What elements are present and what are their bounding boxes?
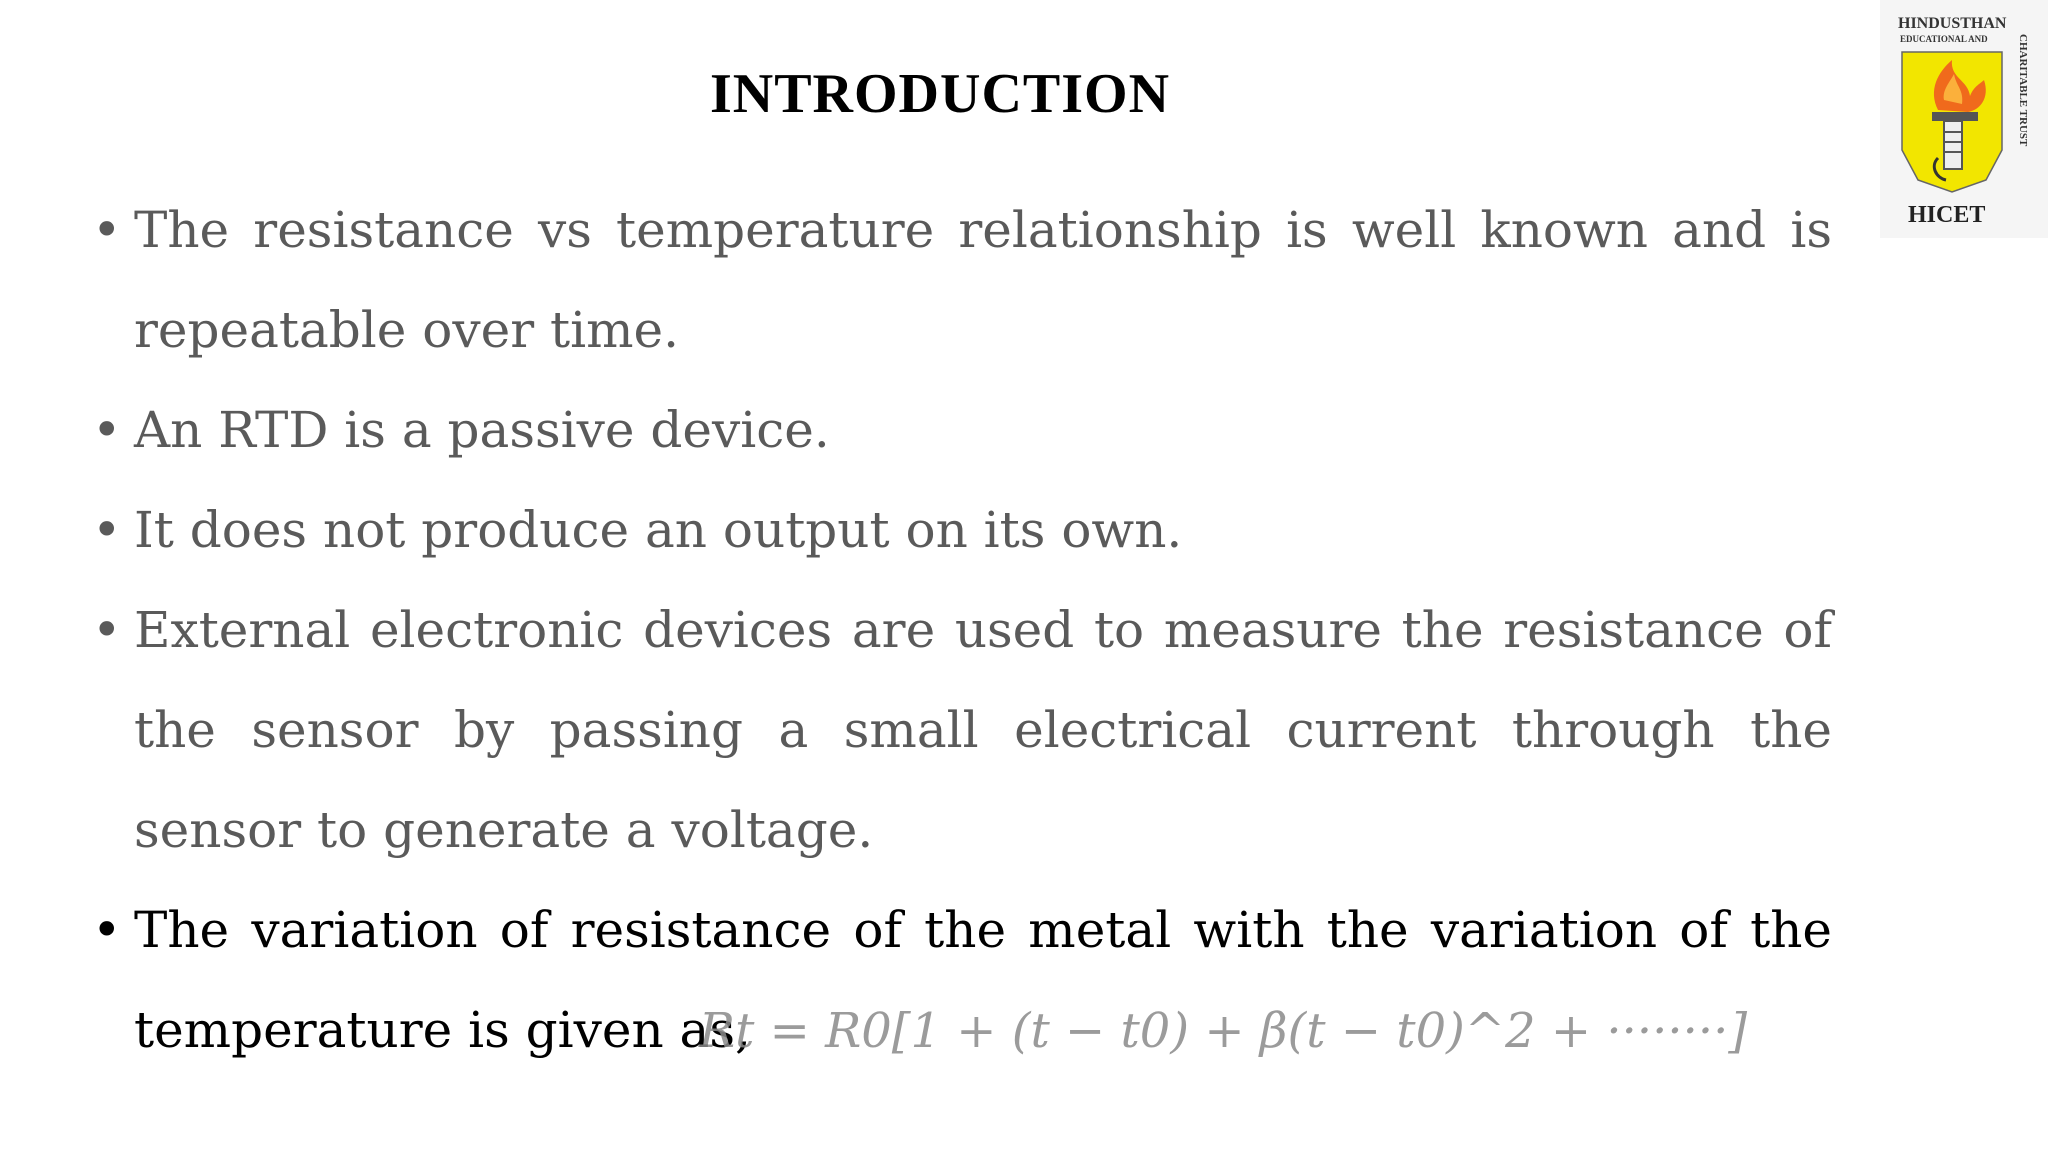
bullet-text: The variation of resistance of the metal with the variation of the temperature is given as, [134, 901, 1832, 1059]
bullet-item: • It does not produce an output on its own. [92, 480, 1832, 580]
rtd-formula: Rt = R0[1 + (t − t0) + β(t − t0)^2 + ········] [698, 1003, 1748, 1059]
bullet-item: • An RTD is a passive device. [92, 380, 1832, 480]
hicet-logo [1880, 0, 2048, 238]
logo-bottom-text: HICET [1908, 202, 1986, 228]
logo-sub-text: EDUCATIONAL AND [1900, 34, 1988, 44]
bullet-item-formula-intro [92, 880, 1832, 1081]
bullet-list [92, 180, 1832, 1081]
bullet-item: • External electronic devices are used to measure the resistance of the sensor by passing a small electrical current through the sensor to generate a voltage. [92, 580, 1832, 880]
logo-emblem-icon [1880, 0, 2048, 238]
logo-top-text: HINDUSTHAN [1898, 15, 2007, 32]
slide-title: INTRODUCTION [709, 63, 1171, 125]
bullet-item: • The resistance vs temperature relationship is well known and is repeatable over time. [92, 180, 1832, 380]
logo-side-text: CHARITABLE TRUST [2017, 34, 2029, 147]
